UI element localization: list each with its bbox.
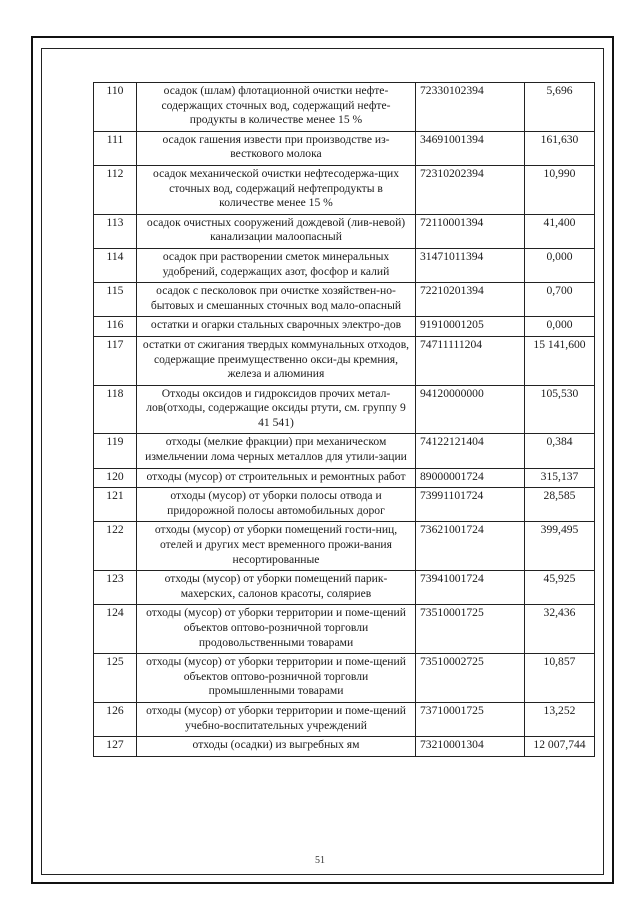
- fkko-code: 73210001304: [416, 737, 525, 757]
- table-row: [94, 385, 595, 434]
- table-row: [94, 605, 595, 654]
- row-number: 111: [94, 131, 137, 165]
- waste-name: отходы (мусор) от уборки помещений парик-махерских, салонов красоты, соляриев: [137, 571, 416, 605]
- row-number: 116: [94, 317, 137, 337]
- table-row: [94, 488, 595, 522]
- table-row: [94, 317, 595, 337]
- waste-name: осадок механической очистки нефтесодержа-щих сточных вод, содержаций нефтепродукты в количестве менее 15 %: [137, 165, 416, 214]
- waste-name: отходы (мелкие фракции) при механическом измельчении лома черных металлов для утили-зации: [137, 434, 416, 468]
- row-number: 127: [94, 737, 137, 757]
- table-row: [94, 165, 595, 214]
- waste-table: [93, 82, 595, 757]
- fkko-code: 73710001725: [416, 702, 525, 736]
- waste-table-body: [94, 83, 595, 757]
- waste-amount: 15 141,600: [525, 336, 595, 385]
- waste-name: остатки от сжигания твердых коммунальных отходов, содержащие преимущественно окси-ды кремния, железа и алюминия: [137, 336, 416, 385]
- table-row: [94, 214, 595, 248]
- row-number: 126: [94, 702, 137, 736]
- fkko-code: 74711111204: [416, 336, 525, 385]
- table-row: [94, 571, 595, 605]
- fkko-code: 89000001724: [416, 468, 525, 488]
- fkko-code: 72110001394: [416, 214, 525, 248]
- waste-name: осадок при растворении сметок минеральных удобрений, содержащих азот, фосфор и калий: [137, 248, 416, 282]
- waste-name: осадок гашения извести при производстве из-весткового молока: [137, 131, 416, 165]
- waste-amount: 45,925: [525, 571, 595, 605]
- waste-amount: 0,700: [525, 283, 595, 317]
- waste-name: отходы (мусор) от уборки территории и поме-щений объектов оптово-розничной торговли промышленными товарами: [137, 654, 416, 703]
- waste-amount: 41,400: [525, 214, 595, 248]
- row-number: 112: [94, 165, 137, 214]
- row-number: 121: [94, 488, 137, 522]
- fkko-code: 73510002725: [416, 654, 525, 703]
- table-row: [94, 83, 595, 132]
- fkko-code: 73991101724: [416, 488, 525, 522]
- waste-amount: 105,530: [525, 385, 595, 434]
- fkko-code: 72210201394: [416, 283, 525, 317]
- fkko-code: 73510001725: [416, 605, 525, 654]
- waste-name: отходы (мусор) от уборки территории и поме-щений учебно-воспитательных учреждений: [137, 702, 416, 736]
- waste-amount: 10,857: [525, 654, 595, 703]
- waste-amount: 399,495: [525, 522, 595, 571]
- fkko-code: 73941001724: [416, 571, 525, 605]
- row-number: 125: [94, 654, 137, 703]
- fkko-code: 72310202394: [416, 165, 525, 214]
- row-number: 115: [94, 283, 137, 317]
- table-row: [94, 131, 595, 165]
- fkko-code: 34691001394: [416, 131, 525, 165]
- row-number: 124: [94, 605, 137, 654]
- row-number: 118: [94, 385, 137, 434]
- waste-amount: 28,585: [525, 488, 595, 522]
- table-row: [94, 248, 595, 282]
- row-number: 113: [94, 214, 137, 248]
- waste-amount: 13,252: [525, 702, 595, 736]
- waste-name: отходы (мусор) от уборки полосы отвода и придорожной полосы автомобильных дорог: [137, 488, 416, 522]
- table-row: [94, 702, 595, 736]
- table-row: [94, 468, 595, 488]
- fkko-code: 74122121404: [416, 434, 525, 468]
- fkko-code: 94120000000: [416, 385, 525, 434]
- fkko-code: 73621001724: [416, 522, 525, 571]
- waste-name: осадок очистных сооружений дождевой (лив-невой) канализации малоопасный: [137, 214, 416, 248]
- waste-amount: 0,000: [525, 248, 595, 282]
- waste-name: Отходы оксидов и гидроксидов прочих метал-лов(отходы, содержащие оксиды ртути, см. группу 9 41 541): [137, 385, 416, 434]
- table-row: [94, 283, 595, 317]
- fkko-code: 72330102394: [416, 83, 525, 132]
- waste-name: отходы (мусор) от уборки территории и поме-щений объектов оптово-розничной торговли продовольственными товарами: [137, 605, 416, 654]
- page-number: 51: [315, 855, 325, 866]
- table-row: [94, 737, 595, 757]
- waste-amount: 0,384: [525, 434, 595, 468]
- waste-name: осадок с песколовок при очистке хозяйствен-но-бытовых и смешанных сточных вод мало-опасный: [137, 283, 416, 317]
- row-number: 110: [94, 83, 137, 132]
- waste-amount: 32,436: [525, 605, 595, 654]
- row-number: 122: [94, 522, 137, 571]
- waste-amount: 161,630: [525, 131, 595, 165]
- row-number: 117: [94, 336, 137, 385]
- fkko-code: 31471011394: [416, 248, 525, 282]
- table-row: [94, 336, 595, 385]
- table-row: [94, 434, 595, 468]
- fkko-code: 91910001205: [416, 317, 525, 337]
- waste-name: остатки и огарки стальных сварочных электро-дов: [137, 317, 416, 337]
- waste-amount: 315,137: [525, 468, 595, 488]
- table-row: [94, 654, 595, 703]
- row-number: 114: [94, 248, 137, 282]
- waste-amount: 0,000: [525, 317, 595, 337]
- waste-name: отходы (мусор) от строительных и ремонтных работ: [137, 468, 416, 488]
- waste-amount: 10,990: [525, 165, 595, 214]
- row-number: 120: [94, 468, 137, 488]
- waste-name: отходы (мусор) от уборки помещений гости-ниц, отелей и других мест временного прожи-вания несортированные: [137, 522, 416, 571]
- waste-name: отходы (осадки) из выгребных ям: [137, 737, 416, 757]
- waste-amount: 5,696: [525, 83, 595, 132]
- row-number: 123: [94, 571, 137, 605]
- waste-name: осадок (шлам) флотационной очистки нефте-содержащих сточных вод, содержащий нефте-продукты в количестве менее 15 %: [137, 83, 416, 132]
- waste-amount: 12 007,744: [525, 737, 595, 757]
- table-row: [94, 522, 595, 571]
- row-number: 119: [94, 434, 137, 468]
